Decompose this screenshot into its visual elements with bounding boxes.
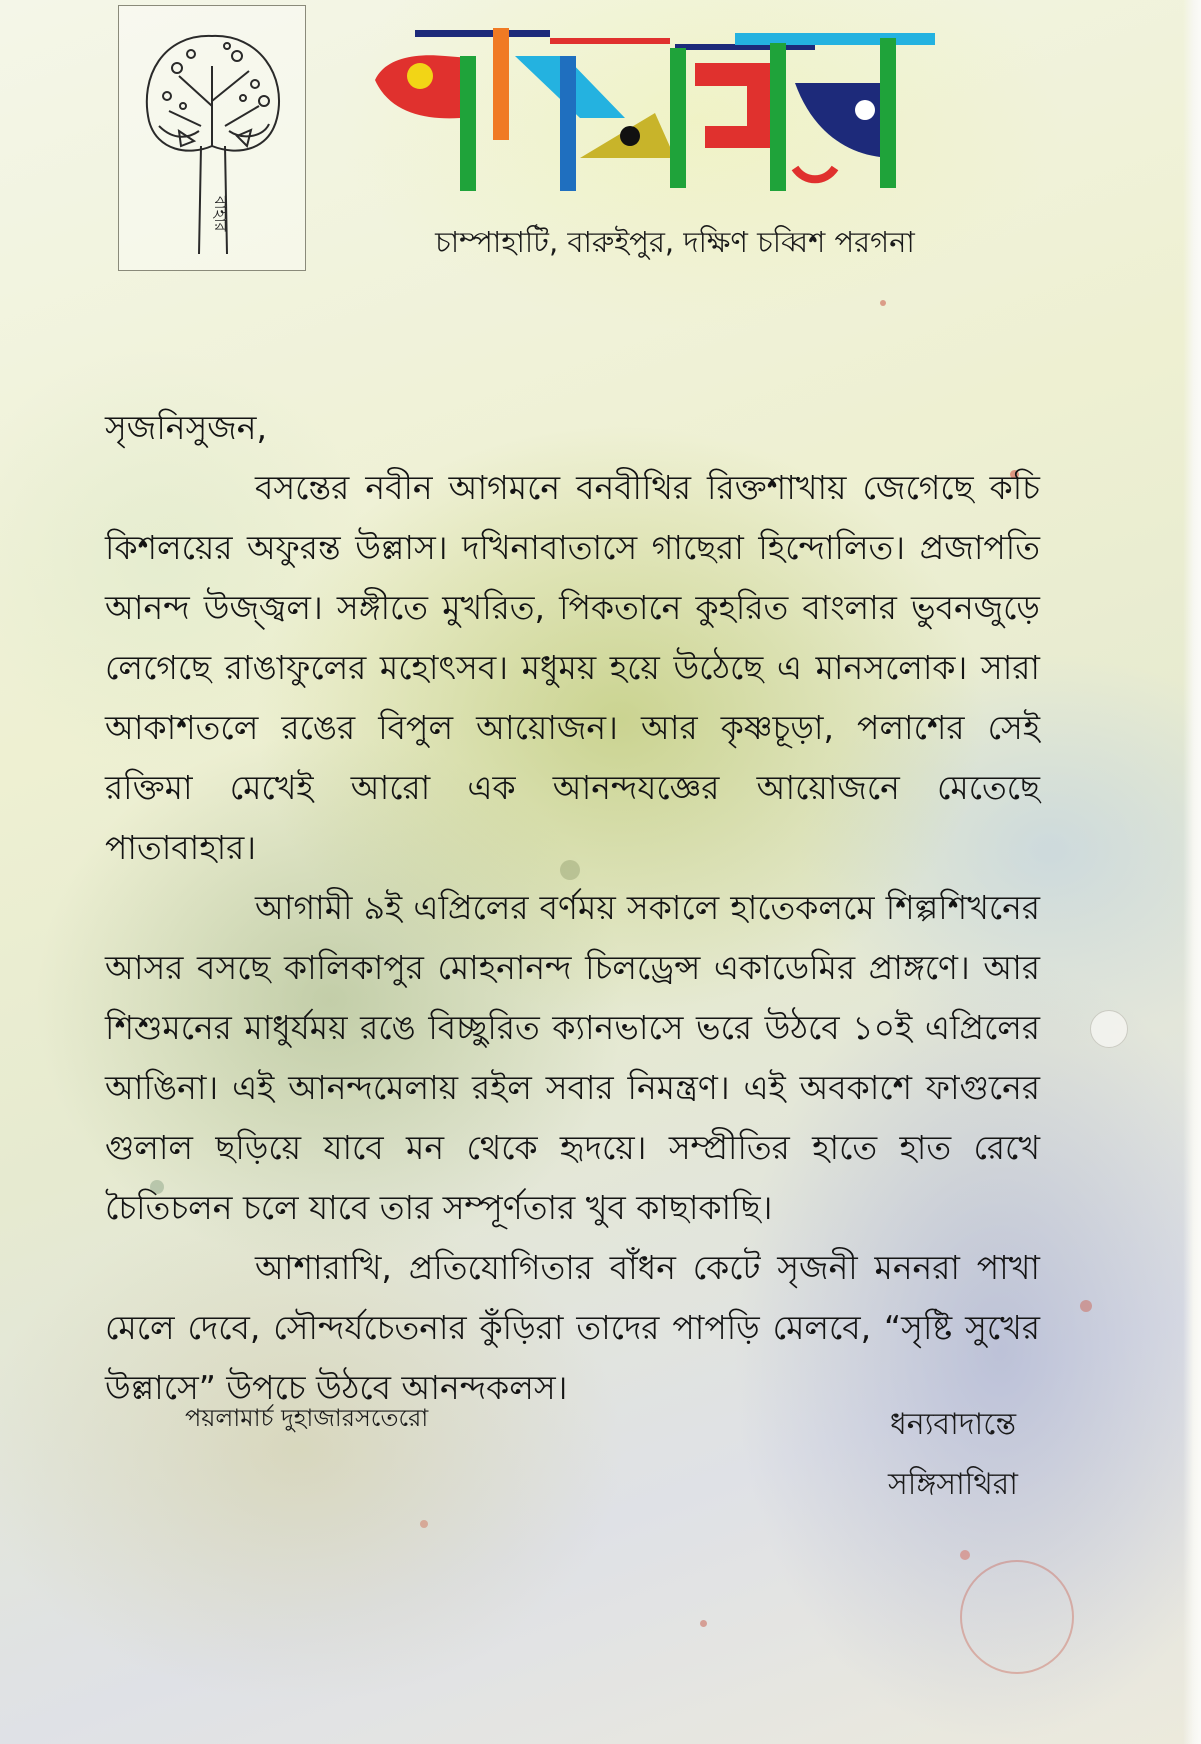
signature: সঙ্গিসাথিরা [887,1467,1019,1502]
paint-speck [420,1520,428,1528]
brand-wordmark [375,18,950,193]
paragraph-1: বসন্তের নবীন আগমনে বনবীথির রিক্তশাখায় জেগেছে কচি কিশলয়ের অফুরন্ত উল্লাস। দখিনাবাতাসে গাছেরা হিন্দোলিত। প্রজাপতি আনন্দ উজ্জ্বল। সঙ্গীতে মুখরিত, পিকতানে কুহরিত বাংলার ভুবনজুড়ে লেগেছে রাঙাফুলের মহোৎসব। মধুময় হয়ে উঠেছে এ মানসলোক। সারা আকাশতলে রঙের বিপুল আয়োজন। আর কৃষ্ণচূড়া, পলাশের সেই রক্তিমা মেখেই আরো এক আনন্দযজ্ঞের আয়োজনে মেতেছে পাতাবাহার। [105,468,1040,867]
salutation: সৃজনিসুজন, [105,408,267,447]
letter-body [105,398,1040,1418]
logo-caption: বাহার [211,196,230,232]
closing-text: ধন্যবাদান্তে [889,1407,1016,1442]
letter-date: পয়লামার্চ দুহাজারসতেরো [185,1404,429,1432]
paint-speck [1090,1010,1128,1048]
tree-logo [118,5,306,271]
paint-speck [880,300,886,306]
closing-block [868,1395,1038,1515]
paint-speck [960,1550,970,1560]
paragraph-2: আগামী ৯ই এপ্রিলের বর্ণময় সকালে হাতেকলমে শিল্পশিখনের আসর বসছে কালিকাপুর মোহনানন্দ চিলড্রেন্স একাডেমির প্রাঙ্গণে। আর শিশুমনের মাধুর্যময় রঙে বিচ্ছুরিত ক্যানভাসে ভরে উঠবে ১০ই এপ্রিলের আঙিনা। এই আনন্দমেলায় রইল সবার নিমন্ত্রণ। এই অবকাশে ফাগুনের গুলাল ছড়িয়ে যাবে মন থেকে হৃদয়ে। সম্প্রীতির হাতে হাত রেখে চৈতিচলন চলে যাবে তার সম্পূর্ণতার খুব কাছাকাছি। [105,888,1040,1227]
brand-logo-icon [375,18,950,193]
address-line: চাম্পাহাটি, বারুইপুর, দক্ষিণ চব্বিশ পরগনা [435,225,915,259]
paint-speck [700,1620,707,1627]
paragraph-3: আশারাখি, প্রতিযোগিতার বাঁধন কেটে সৃজনী মননরা পাখা মেলে দেবে, সৌন্দর্যচেতনার কুঁড়িরা তাদের পাপড়ি মেলবে, “সৃষ্টি সুখের উল্লাসে” উপচে উঠবে আনন্দকলস। [105,1248,1040,1407]
paint-speck [1080,1300,1092,1312]
page-edge [1183,0,1201,1744]
paint-ring [960,1560,1074,1674]
